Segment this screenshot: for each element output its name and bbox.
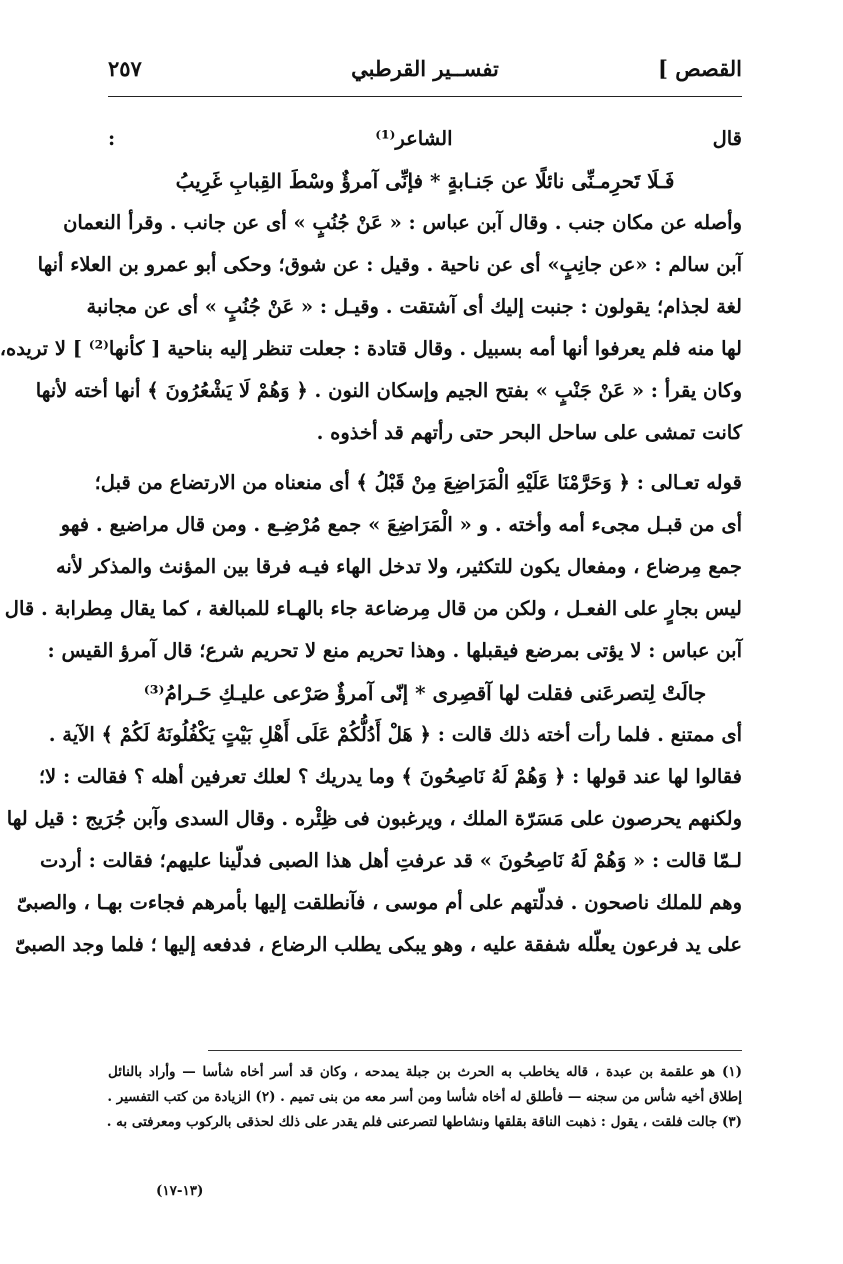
text-line: لها منه فلم يعرفوا أنها أمه بسبيل . وقال قتادة : جعلت تنظر إليه بناحية [ كأنها⁽²⁾ ] لا تريده، xyxy=(0,337,742,360)
text-line: على يد فرعون يعلّله شفقة عليه ، وهو يبكى يطلب الرضاع ، فدفعه إليها ؛ فلما وجد الصبىّ xyxy=(15,933,742,956)
text-line: أى ممتنع . فلما رأت أخته ذلك قالت : ﴿ هَلْ أَدُلُّكُمْ عَلَى أَهْلِ بَيْتٍ يَكْفُلُونَهُ لَكُمْ ﴾ الآية . xyxy=(48,723,742,746)
text-line: قال الشاعر⁽¹⁾ : xyxy=(108,127,742,150)
footnote-line: (١) هو علقمة بن عبدة ، قاله يخاطب به الحرث بن جبلة يمدحه ، وكان قد أسر أخاه شأسا — وأراد بالنائل xyxy=(108,1064,742,1080)
text-line: أى من قبـل مجىء أمه وأخته . و « الْمَرَاضِعَ » جمع مُرْضِـع . ومن قال مراضيع . فهو xyxy=(60,513,742,536)
page-header xyxy=(108,52,742,92)
footnotes xyxy=(108,1060,742,1135)
poetry-verse: جالَتْ لِتصرعَنى فقلت لها آقصِرى * إنّى آمرؤٌ صَرْعى عليـكِ حَـرامُ⁽³⁾ xyxy=(143,681,707,705)
text-line: وهم للملك ناصحون . فدلّتهم على أم موسى ، فآنطلقت إليها بأمرهم فجاءت بهـا ، والصبىّ xyxy=(16,891,742,914)
text-line: لغة لجذام؛ يقولون : جنبت إليك أى آشتقت . وقيـل : « عَنْ جُنُبٍ » أى عن مجانبة xyxy=(86,295,742,318)
text-line: آبن سالم : «عن جانِبٍ» أى عن ناحية . وقيل : عن شوق؛ وحكى أبو عمرو بن العلاء أنها xyxy=(37,253,742,276)
header-divider xyxy=(108,96,742,97)
text-line: فقالوا لها عند قولها : ﴿ وَهُمْ لَهُ نَاصِحُونَ ﴾ وما يدريك ؟ لعلك تعرفين أهله ؟ فقالت : لا؛ xyxy=(38,765,742,788)
text-line: آبن عباس : لا يؤتى بمرضع فيقبلها . وهذا تحريم منع لا تحريم شرع؛ قال آمرؤ القيس : xyxy=(47,639,742,662)
print-signature: (١٣-١٧) xyxy=(156,1183,204,1199)
text-line: وأصله عن مكان جنب . وقال آبن عباس : « عَنْ جُنُبٍ » أى عن جانب . وقرأ النعمان xyxy=(63,211,742,234)
text-line: ولكنهم يحرصون على مَسَرّة الملك ، ويرغبون فى ظِئْره . وقال السدى وآبن جُرَيج : قيل لها xyxy=(6,807,742,830)
text-line: قوله تعـالى : ﴿ وَحَرَّمْنَا عَلَيْهِ الْمَرَاضِعَ مِنْ قَبْلُ ﴾ أى منعناه من الارتضاع من قبل؛ xyxy=(94,471,742,494)
text-line: جمع مِرضاع ، ومفعال يكون للتكثير، ولا تدخل الهاء فيـه فرقا بين المؤنث والمذكر لأنه xyxy=(55,555,742,578)
footnote-line: إطلاق أخيه شأس من سجنه — فأطلق له أخاه شأسا ومن أسر معه من بنى تميم . (٢) الزيادة من كتب التفسير . xyxy=(107,1089,742,1105)
text-line: ليس بجارٍ على الفعـل ، ولكن من قال مِرضاعة جاء بالهـاء للمبالغة ، كما يقال مِطرابة . قال xyxy=(4,597,742,620)
footnote-line: (٣) جالت فلقت ، يقول : ذهبت الناقة بقلقها ونشاطها لتصرعنى فلم يقدر على ذلك لحذقى بالركوب ومعرفتى به . xyxy=(106,1114,742,1130)
text-line: وكان يقرأ : « عَنْ جَنْبٍ » بفتح الجيم وإسكان النون . ﴿ وَهُمْ لَا يَشْعُرُونَ ﴾ أنها أخته لأنها xyxy=(35,379,742,402)
poetry-verse: فَـلَا تَحرِمـنِّى نائلًا عن جَنـابةٍ * فإنِّى آمرؤٌ وسْطَ القِبابِ غَرِيبُ xyxy=(175,169,675,193)
book-title: تفســير القرطبي xyxy=(351,56,499,81)
text-line: لـمّا قالت : « وَهُمْ لَهُ نَاصِحُونَ » قد عرفتِ أهل هذا الصبى فدلّينا عليهم؛ فقالت : أردت xyxy=(39,849,742,872)
footnote-divider xyxy=(208,1050,742,1051)
chapter-name: القصص ] xyxy=(657,56,742,81)
main-text xyxy=(0,118,742,966)
page-number: ٢٥٧ xyxy=(108,56,142,81)
paragraph-gap xyxy=(108,454,742,462)
text-line: كانت تمشى على ساحل البحر حتى رأتهم قد أخذوه . xyxy=(316,421,742,444)
